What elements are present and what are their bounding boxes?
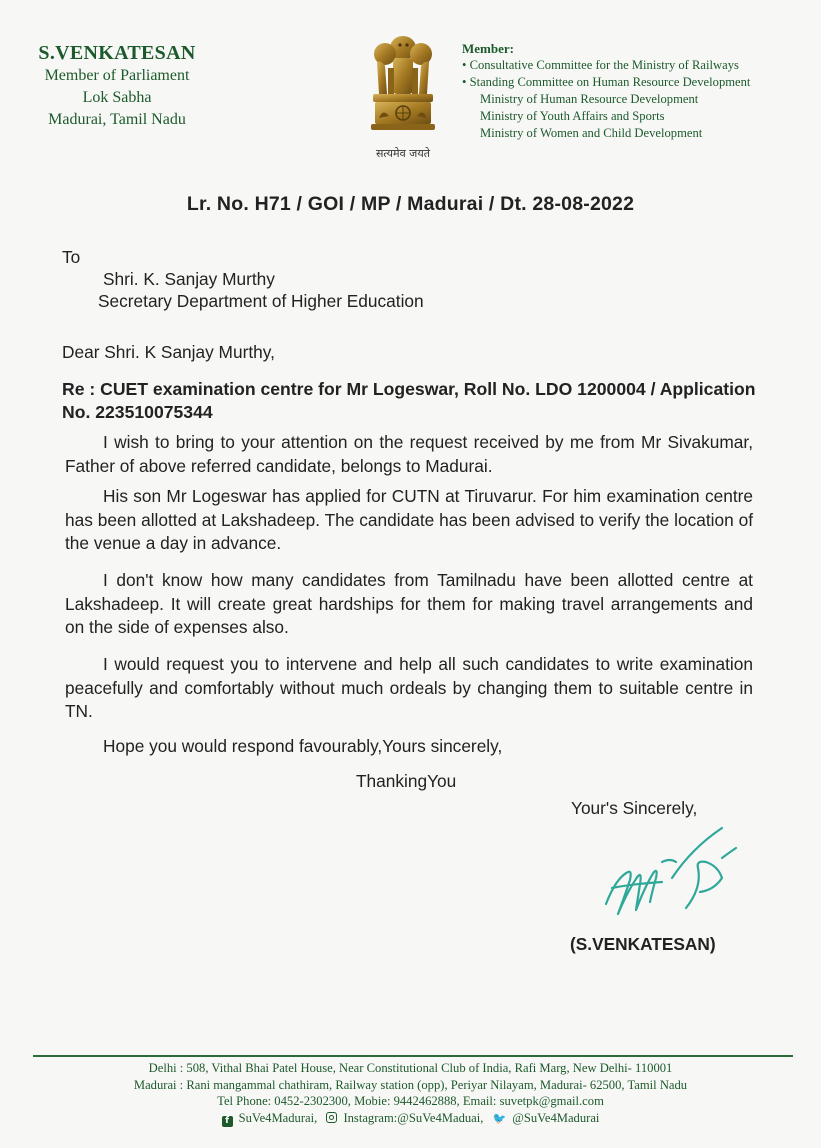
twitter-icon: 🐦 — [492, 1111, 507, 1125]
to-label: To — [62, 247, 81, 267]
footer-social — [0, 1110, 821, 1128]
national-emblem — [358, 32, 448, 167]
facebook-handle: SuVe4Madurai, — [238, 1110, 318, 1125]
thanking-line: ThankingYou — [356, 771, 457, 791]
closing-hope: Hope you would respond favourably,Yours sincerely, — [103, 736, 503, 756]
ministry-item: Ministry of Youth Affairs and Sports — [480, 109, 665, 123]
subject-line: Re : CUET examination centre for Mr Logeswar, Roll No. LDO 1200004 / Application No. 223510075344 — [62, 379, 756, 422]
body-paragraph: I would request you to intervene and help all such candidates to write examination peacefully and comfortably without much ordeals by changing them to suitable centre in TN. — [65, 654, 753, 721]
letterhead-footer — [0, 1060, 821, 1127]
national-emblem-icon — [363, 32, 443, 144]
footer-delhi-address: Delhi : 508, Vithal Bhai Patel House, Near Constitutional Club of India, Rafi Marg, New Delhi- 110001 — [148, 1061, 673, 1075]
instagram-icon — [326, 1112, 337, 1123]
body-paragraph: I don't know how many candidates from Tamilnadu have been allotted centre at Lakshadeep. It will create great hardships for them for making travel arrangements and on the side of expenses also. — [65, 570, 753, 637]
letterhead-memberships — [462, 40, 807, 142]
facebook-icon: f — [222, 1116, 233, 1127]
sender-house: Lok Sabha — [82, 89, 152, 106]
letterhead-sender — [22, 42, 212, 131]
member-heading: Member: — [462, 41, 514, 56]
emblem-motto: सत्यमेव जयते — [375, 147, 430, 160]
closing-sincerely: Your's Sincerely, — [571, 798, 698, 818]
committee-item: • Standing Committee on Human Resource Development — [462, 74, 807, 91]
footer-madurai-address: Madurai : Rani mangammal chathiram, Railway station (opp), Periyar Nilayam, Madurai- 62500, Tamil Nadu — [133, 1077, 688, 1092]
sender-name: S.VENKATESAN — [38, 42, 196, 64]
addressee-name: Shri. K. Sanjay Murthy — [103, 269, 275, 289]
ministry-item: Ministry of Women and Child Development — [480, 126, 703, 140]
body-paragraph: His son Mr Logeswar has applied for CUTN at Tiruvarur. For him examination centre has been allotted at Lakshadeep. The candidate has been advised to verify the location of the venue a day in advance. — [65, 486, 753, 553]
body-paragraph: I wish to bring to your attention on the request received by me from Mr Sivakumar, Father of above referred candidate, belongs to Madurai. — [65, 432, 753, 476]
handwritten-signature — [602, 818, 742, 928]
committee-item: • Consultative Committee for the Ministry of Railways — [462, 57, 807, 74]
footer-contact: Tel Phone: 0452-2302300, Mobie: 9442462888, Email: suvetpk@gmail.com — [217, 1094, 604, 1108]
ministry-item: Ministry of Human Resource Development — [480, 92, 699, 106]
footer-divider — [33, 1055, 793, 1057]
twitter-handle: @SuVe4Madurai — [512, 1110, 600, 1125]
letter-reference: Lr. No. H71 / GOI / MP / Madurai / Dt. 28-08-2022 — [186, 193, 635, 215]
instagram-handle: Instagram:@SuVe4Maduai, — [343, 1110, 484, 1125]
salutation: Dear Shri. K Sanjay Murthy, — [62, 342, 275, 362]
sender-designation: Member of Parliament — [44, 67, 190, 84]
sender-constituency: Madurai, Tamil Nadu — [48, 111, 186, 128]
signatory-name: (S.VENKATESAN) — [570, 934, 716, 954]
addressee-title: Secretary Department of Higher Education — [98, 291, 424, 311]
